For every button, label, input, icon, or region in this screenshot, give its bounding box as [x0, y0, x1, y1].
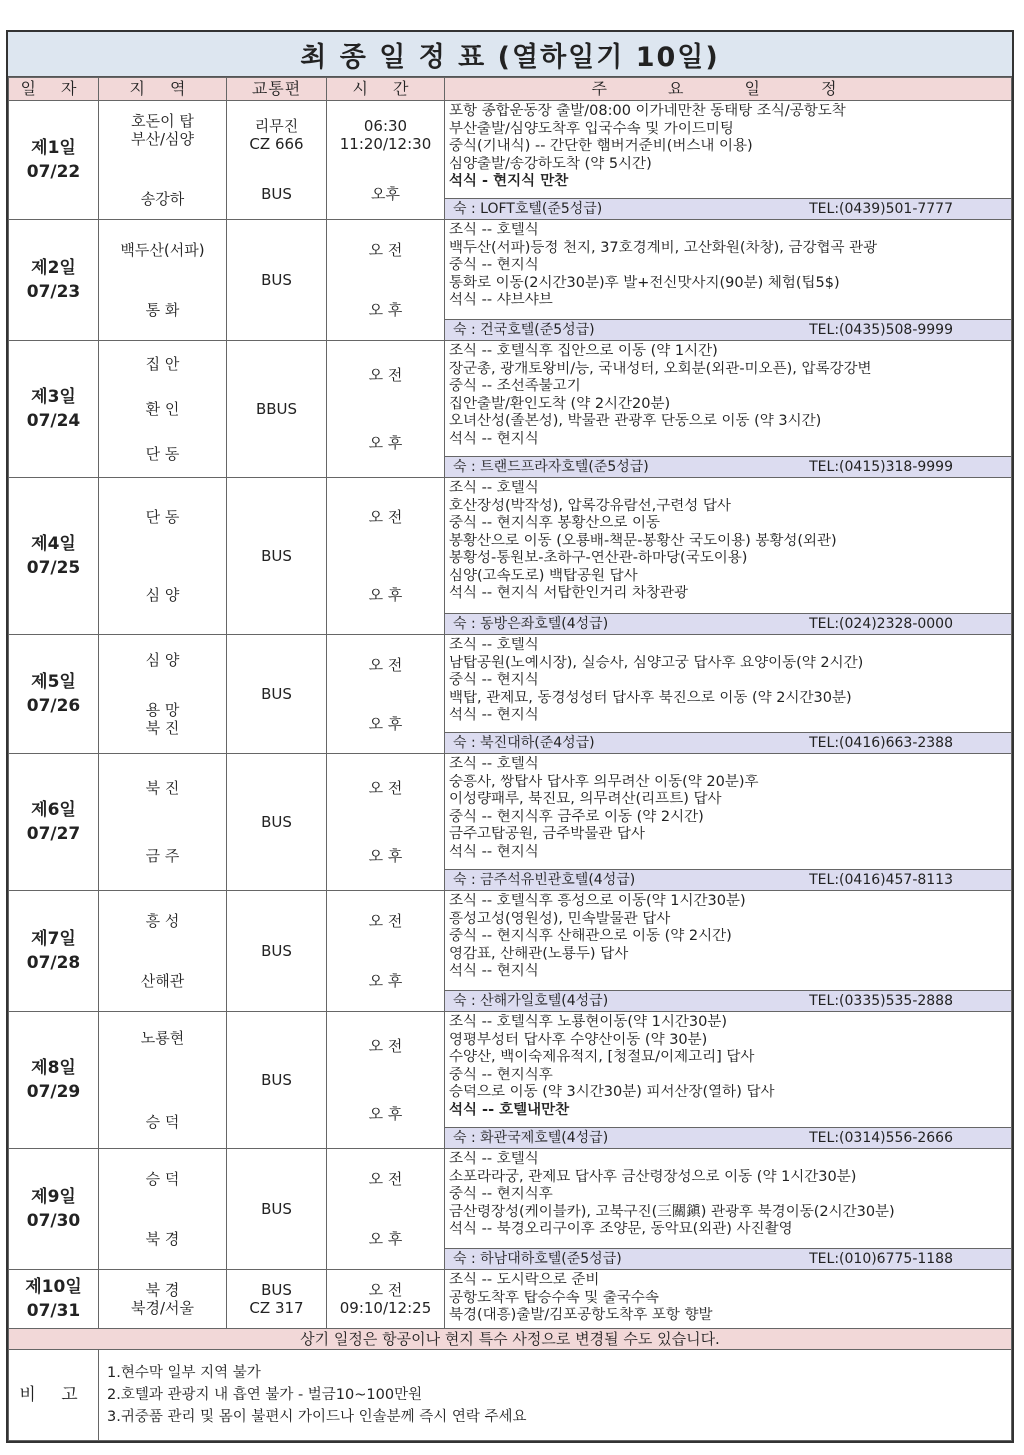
transport-stack [227, 1149, 326, 1269]
day-cell [9, 220, 99, 341]
region-stack [99, 754, 226, 890]
day-number: 제3일 [31, 387, 76, 407]
schedule-line: 석식 -- 현지식 [449, 963, 539, 979]
schedule-line: 중식 -- 현지식후 [449, 1186, 553, 1202]
day-row [9, 1012, 1012, 1149]
day-row [9, 1270, 1012, 1329]
day-number: 제10일 [25, 1277, 82, 1297]
schedule-line: 조식 -- 호텔식 [449, 1151, 539, 1167]
region-name: 심 양 [145, 586, 180, 604]
schedule-line: 통화로 이동(2시간30분)후 발+전신맛사지(90분) 체험(팁5$) [449, 274, 840, 291]
time-slot: 오 전 [368, 241, 403, 259]
schedule-line: 공항도착후 탑승수속 및 출국수속 [449, 1289, 659, 1306]
time-stack [327, 101, 444, 219]
schedule-line: 석식 -- 호텔내만찬 [449, 1101, 570, 1118]
schedule-line: 포항 종합운동장 출발/08:00 이가네만찬 동태탕 조식/공항도착 [449, 103, 846, 119]
notice-row [9, 1329, 1012, 1350]
schedule-line: 석식 -- 현지식 [449, 843, 539, 860]
region-cell [99, 891, 227, 1012]
region-name: 환 인 [145, 399, 180, 418]
region-name: 북 경 [145, 1230, 180, 1248]
day-number: 제4일 [31, 534, 76, 554]
time-stack [327, 635, 444, 753]
schedule-line: 조식 -- 호텔식 [449, 222, 539, 238]
day-cell [9, 1270, 99, 1329]
day-row [9, 754, 1012, 891]
day-number: 제2일 [31, 258, 76, 278]
region-stack [99, 891, 226, 1011]
hotel-info [445, 732, 1011, 753]
region-name: 노룡현 [140, 1028, 185, 1047]
transport-mode: BUS CZ 317 [249, 1281, 304, 1317]
schedule-wrap [445, 1149, 1011, 1269]
hotel-name: 숙 : 북진대하(준4성급) [453, 735, 595, 751]
hotel-tel: TEL:(0439)501-7777 [809, 201, 953, 217]
hotel-info [445, 869, 1011, 890]
time-cell [327, 891, 445, 1012]
time-stack [327, 1270, 444, 1328]
schedule-line: 중식 -- 현지식후 [449, 1066, 553, 1083]
transport-mode: 리무진 CZ 666 [249, 117, 304, 153]
time-cell [327, 1012, 445, 1149]
time-slot: 오 후 [368, 847, 403, 865]
region-name: 흥 성 [145, 912, 180, 930]
transport-mode: BUS [261, 271, 292, 289]
hotel-info [445, 1248, 1011, 1269]
header-schedule: 주 요 일 정 [445, 78, 1012, 101]
day-number: 제8일 [31, 1058, 76, 1078]
day-date: 07/22 [26, 162, 81, 182]
day-row [9, 101, 1012, 220]
region-name: 호돈이 탑 부산/심양 [130, 111, 194, 148]
day-cell [9, 754, 99, 891]
region-name: 산해관 [140, 972, 185, 990]
schedule-line: 조식 -- 호텔식후 집안으로 이동 (약 1시간) [449, 343, 718, 359]
transport-stack [227, 478, 326, 634]
schedule-line: 수양산, 백이숙제유적지, [청절묘/이제고리] 답사 [449, 1049, 755, 1065]
region-name: 북 경 북경/서울 [130, 1281, 194, 1317]
region-stack [99, 220, 226, 340]
schedule-line: 백두산(서파)등정 천지, 37호경계비, 고산화원(차창), 금강협곡 관광 [449, 239, 878, 256]
hotel-tel: TEL:(010)6775-1188 [809, 1251, 953, 1267]
schedule-list [445, 891, 1011, 990]
region-cell [99, 478, 227, 635]
schedule-line: 석식 - 현지식 만찬 [449, 173, 569, 189]
region-stack [99, 101, 226, 219]
schedule-cell [445, 101, 1012, 220]
schedule-line: 중식 -- 조선족불고기 [449, 378, 581, 394]
schedule-line: 중식 -- 현지식후 산해관으로 이동 (약 2시간) [449, 928, 732, 944]
region-name: 승 덕 [145, 1170, 180, 1188]
schedule-list [445, 1270, 1011, 1328]
transport-cell [227, 635, 327, 754]
itinerary-table [8, 77, 1012, 1441]
schedule-line: 중식 -- 현지식후 금주로 이동 (약 2시간) [449, 808, 704, 825]
hotel-name: 숙 : 화관국제호텔(4성급) [453, 1130, 609, 1146]
hotel-name: 숙 : 건국호텔(준5성급) [453, 322, 595, 338]
time-cell [327, 478, 445, 635]
day-number: 제6일 [31, 800, 76, 820]
hotel-tel: TEL:(0416)663-2388 [809, 735, 953, 751]
region-stack [99, 1149, 226, 1269]
time-stack [327, 891, 444, 1011]
schedule-line: 조식 -- 도시락으로 준비 [449, 1272, 600, 1288]
time-slot: 오 전 09:10/12:25 [339, 1281, 432, 1317]
day-date: 07/28 [26, 953, 81, 973]
transport-cell [227, 1012, 327, 1149]
schedule-list [445, 220, 1011, 319]
day-number: 제1일 [31, 138, 76, 158]
schedule-line: 석식 -- 북경오리구이후 조양문, 동악묘(외관) 사진촬영 [449, 1221, 793, 1237]
hotel-name: 숙 : 산해가일호텔(4성급) [453, 993, 609, 1009]
hotel-tel: TEL:(0416)457-8113 [809, 872, 953, 888]
schedule-list [445, 754, 1011, 869]
schedule-list [445, 101, 1011, 198]
transport-stack [227, 1270, 326, 1328]
time-slot: 오 후 [368, 1230, 403, 1248]
hotel-info [445, 613, 1011, 634]
schedule-list [445, 1012, 1011, 1127]
remark-item: 3.귀중품 관리 및 몸이 불편시 가이드나 인솔분께 즉시 연락 주세요 [107, 1409, 527, 1425]
time-cell [327, 635, 445, 754]
region-stack [99, 478, 226, 634]
schedule-line: 석식 -- 현지식 서탑한인거리 차창관광 [449, 585, 689, 601]
schedule-line: 장군총, 광개토왕비/능, 국내성터, 오회분(외관-미오픈), 압록강강변 [449, 360, 872, 377]
day-number: 제9일 [31, 1187, 76, 1207]
region-cell [99, 341, 227, 478]
day-cell [9, 1012, 99, 1149]
header-row [9, 78, 1012, 101]
time-cell [327, 220, 445, 341]
schedule-cell [445, 220, 1012, 341]
day-cell [9, 891, 99, 1012]
time-slot: 오 후 [368, 972, 403, 990]
schedule-line: 백탑, 관제묘, 동경성성터 답사후 북진으로 이동 (약 2시간30분) [449, 689, 852, 706]
schedule-wrap [445, 635, 1011, 753]
schedule-line: 소포라라궁, 관제묘 답사후 금산령장성으로 이동 (약 1시간30분) [449, 1168, 857, 1185]
header-region: 지 역 [99, 78, 227, 101]
schedule-line: 봉황산으로 이동 (오룡배-책문-봉황산 국도이용) 봉황성(외관) [449, 532, 837, 549]
transport-mode: BUS [261, 185, 292, 203]
transport-cell [227, 220, 327, 341]
transport-mode: BUS [261, 1200, 292, 1218]
region-cell [99, 1012, 227, 1149]
region-cell [99, 220, 227, 341]
time-slot: 오 후 [368, 714, 403, 733]
transport-cell [227, 341, 327, 478]
schedule-wrap [445, 478, 1011, 634]
remark-item: 2.호텔과 관광지 내 흡연 불가 - 벌금10~100만원 [107, 1387, 423, 1403]
schedule-line: 심양(고속도로) 백탑공원 답사 [449, 567, 638, 584]
region-stack [99, 1270, 226, 1328]
schedule-cell [445, 1149, 1012, 1270]
schedule-line: 석식 -- 현지식 [449, 707, 539, 723]
day-row [9, 341, 1012, 478]
transport-cell [227, 1149, 327, 1270]
schedule-wrap [445, 754, 1011, 890]
region-cell [99, 101, 227, 220]
transport-stack [227, 101, 326, 219]
schedule-line: 석식 -- 샤브샤브 [449, 292, 553, 308]
hotel-info [445, 1127, 1011, 1148]
time-cell [327, 1149, 445, 1270]
schedule-wrap [445, 220, 1011, 340]
transport-cell [227, 891, 327, 1012]
day-number: 제5일 [31, 672, 76, 692]
schedule-line: 이성량패루, 북진묘, 의무려산(리프트) 답사 [449, 791, 722, 807]
schedule-wrap [445, 341, 1011, 477]
time-slot: 오 후 [368, 586, 403, 604]
region-name: 백두산(서파) [120, 241, 205, 259]
hotel-name: 숙 : LOFT호텔(준5성급) [453, 201, 603, 217]
day-cell [9, 1149, 99, 1270]
transport-mode: BBUS [255, 400, 298, 418]
page-title: 최 종 일 정 표 (열하일기 10일) [8, 32, 1012, 77]
schedule-wrap [445, 1270, 1011, 1328]
day-cell [9, 341, 99, 478]
time-slot: 오 후 [368, 434, 403, 452]
transport-mode: BUS [261, 942, 292, 960]
transport-cell [227, 754, 327, 891]
schedule-line: 중식 -- 현지식후 봉황산으로 이동 [449, 515, 660, 531]
schedule-line: 영감표, 산해관(노룡두) 답사 [449, 945, 629, 962]
remark-item: 1.현수막 일부 지역 불가 [107, 1365, 261, 1381]
time-slot: 오 후 [368, 1105, 403, 1123]
time-slot: 06:30 11:20/12:30 [339, 117, 432, 153]
schedule-cell [445, 478, 1012, 635]
hotel-info [445, 456, 1011, 477]
schedule-cell [445, 754, 1012, 891]
schedule-line: 숭흥사, 쌍탑사 답사후 의무려산 이동(약 20분)후 [449, 773, 759, 790]
region-name: 단 동 [145, 445, 180, 464]
hotel-name: 숙 : 트랜드프라자호텔(준5성급) [453, 459, 649, 475]
schedule-cell [445, 341, 1012, 478]
region-name: 단 동 [145, 508, 180, 526]
time-slot: 오 전 [368, 1037, 403, 1055]
time-stack [327, 754, 444, 890]
schedule-line: 조식 -- 호텔식후 흥성으로 이동(약 1시간30분) [449, 893, 746, 909]
time-slot: 오 후 [368, 301, 403, 319]
schedule-line: 금주고탑공원, 금주박물관 답사 [449, 826, 645, 842]
day-date: 07/30 [26, 1211, 81, 1231]
time-slot: 오 전 [368, 655, 403, 674]
region-name: 북 진 [145, 779, 180, 797]
transport-stack [227, 635, 326, 753]
remarks-row [9, 1350, 1012, 1441]
hotel-tel: TEL:(0415)318-9999 [809, 459, 953, 475]
hotel-info [445, 319, 1011, 340]
schedule-line: 조식 -- 호텔식 [449, 756, 539, 772]
transport-stack [227, 891, 326, 1011]
day-row [9, 220, 1012, 341]
region-name: 집 안 [145, 354, 180, 373]
transport-stack [227, 1012, 326, 1148]
time-cell [327, 754, 445, 891]
schedule-line: 북경(대흥)출발/김포공항도착후 포항 향발 [449, 1307, 713, 1323]
hotel-info [445, 990, 1011, 1011]
hotel-name: 숙 : 금주석유빈관호텔(4성급) [453, 872, 636, 888]
notice-text: 상기 일정은 항공이나 현지 특수 사정으로 변경될 수도 있습니다. [9, 1329, 1012, 1350]
schedule-line: 영평부성터 답사후 수양산이동 (약 30분) [449, 1031, 708, 1048]
day-date: 07/27 [26, 824, 81, 844]
day-number: 제7일 [31, 929, 76, 949]
itinerary-sheet [6, 30, 1014, 1443]
header-transport: 교통편 [227, 78, 327, 101]
region-stack [99, 341, 226, 477]
day-date: 07/26 [26, 696, 81, 716]
time-cell [327, 1270, 445, 1329]
hotel-name: 숙 : 하남대하호텔(준5성급) [453, 1251, 622, 1267]
schedule-line: 흥성고성(영원성), 민속발물관 답사 [449, 910, 671, 927]
hotel-tel: TEL:(0335)535-2888 [809, 993, 953, 1009]
schedule-line: 석식 -- 현지식 [449, 430, 539, 447]
schedule-wrap [445, 1012, 1011, 1148]
schedule-line: 중식 -- 현지식 [449, 257, 539, 273]
schedule-line: 금산령장성(케이블카), 고북구진(三關鎭) 관광후 북경이동(2시간30분) [449, 1203, 895, 1220]
schedule-line: 조식 -- 호텔식 [449, 637, 539, 653]
schedule-cell [445, 1012, 1012, 1149]
region-name: 승 덕 [145, 1113, 180, 1132]
transport-mode: BUS [261, 813, 292, 831]
schedule-list [445, 341, 1011, 456]
time-cell [327, 101, 445, 220]
day-date: 07/25 [26, 558, 81, 578]
day-cell [9, 635, 99, 754]
region-name: 심 양 [145, 651, 180, 669]
schedule-cell [445, 1270, 1012, 1329]
day-row [9, 635, 1012, 754]
schedule-line: 승덕으로 이동 (약 3시간30분) 피서산장(열하) 답사 [449, 1084, 775, 1100]
time-slot: 오 전 [368, 912, 403, 930]
region-name: 송강하 [140, 190, 185, 209]
region-cell [99, 1270, 227, 1329]
schedule-line: 심양출발/송강하도착 (약 5시간) [449, 155, 652, 172]
day-date: 07/31 [26, 1301, 81, 1321]
region-cell [99, 754, 227, 891]
time-slot: 오 전 [368, 508, 403, 526]
transport-stack [227, 341, 326, 477]
day-date: 07/29 [26, 1082, 81, 1102]
remarks-label: 비 고 [9, 1350, 99, 1441]
region-name: 금 주 [145, 847, 180, 865]
schedule-line: 조식 -- 호텔식 [449, 480, 539, 496]
time-stack [327, 220, 444, 340]
time-stack [327, 478, 444, 634]
schedule-cell [445, 635, 1012, 754]
region-name: 용 망 북 진 [145, 701, 180, 737]
transport-stack [227, 754, 326, 890]
transport-cell [227, 1270, 327, 1329]
day-cell [9, 478, 99, 635]
region-stack [99, 635, 226, 753]
schedule-list [445, 478, 1011, 613]
day-date: 07/23 [26, 282, 81, 302]
schedule-wrap [445, 891, 1011, 1011]
header-time: 시 간 [327, 78, 445, 101]
time-cell [327, 341, 445, 478]
transport-cell [227, 101, 327, 220]
schedule-line: 조식 -- 호텔식후 노룡현이동(약 1시간30분) [449, 1014, 727, 1030]
schedule-list [445, 635, 1011, 732]
day-row [9, 891, 1012, 1012]
schedule-line: 오녀산성(졸본성), 박물관 관광후 단동으로 이동 (약 3시간) [449, 413, 822, 429]
transport-mode: BUS [261, 547, 292, 565]
schedule-wrap [445, 101, 1011, 219]
region-stack [99, 1012, 226, 1148]
day-cell [9, 101, 99, 220]
hotel-tel: TEL:(0314)556-2666 [809, 1130, 953, 1146]
schedule-line: 남탑공원(노예시장), 실승사, 심양고궁 답사후 요양이동(약 2시간) [449, 654, 864, 671]
time-stack [327, 341, 444, 477]
time-slot: 오 전 [368, 779, 403, 797]
transport-mode: BUS [261, 685, 292, 703]
time-slot: 오 전 [368, 1170, 403, 1188]
hotel-info [445, 198, 1011, 219]
schedule-line: 호산장성(박작성), 압록강유람선,구련성 답사 [449, 497, 731, 514]
schedule-line: 부산출발/심양도착후 입국수속 및 가이드미팅 [449, 120, 734, 137]
hotel-tel: TEL:(024)2328-0000 [809, 616, 953, 632]
schedule-list [445, 1149, 1011, 1248]
schedule-cell [445, 891, 1012, 1012]
header-date: 일 자 [9, 78, 99, 101]
time-stack [327, 1149, 444, 1269]
day-date: 07/24 [26, 411, 81, 431]
schedule-line: 집안출발/환인도착 (약 2시간20분) [449, 395, 671, 412]
transport-mode: BUS [261, 1071, 292, 1089]
schedule-line: 봉황성-통원보-초하구-연산관-하마당(국도이용) [449, 550, 748, 566]
hotel-tel: TEL:(0435)508-9999 [809, 322, 953, 338]
time-stack [327, 1012, 444, 1148]
day-row [9, 478, 1012, 635]
region-cell [99, 1149, 227, 1270]
remarks-list [99, 1350, 1012, 1441]
transport-stack [227, 220, 326, 340]
day-row [9, 1149, 1012, 1270]
region-cell [99, 635, 227, 754]
time-slot: 오 전 [368, 366, 403, 384]
region-name: 통 화 [145, 301, 180, 319]
schedule-line: 중식(기내식) -- 간단한 햄버거준비(버스내 이용) [449, 138, 753, 154]
hotel-name: 숙 : 동방은좌호텔(4성급) [453, 616, 609, 632]
schedule-line: 중식 -- 현지식 [449, 672, 539, 688]
time-slot: 오후 [371, 185, 400, 203]
transport-cell [227, 478, 327, 635]
